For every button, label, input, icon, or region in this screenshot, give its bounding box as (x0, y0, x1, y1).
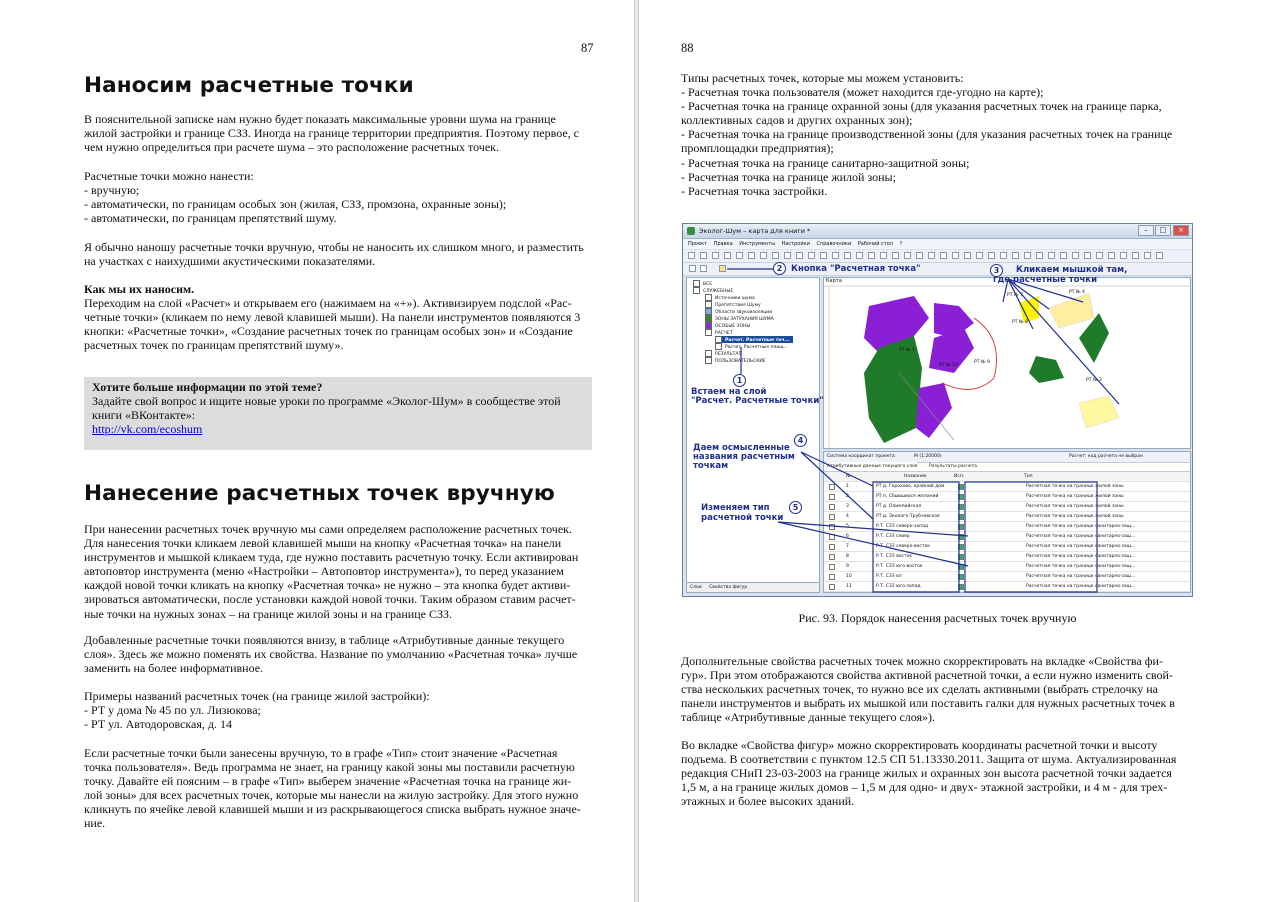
paragraph: При нанесении расчетных точек вручную мы сами определяем расположение расчетных точек. Для нанесения точки кликаем левой клавишей мыши на кнопку «Расчетная точка» на панели инструментов и мышкой кликаем туда, где нужно поставить расчетную точку. Если активирован автоповтор инструмента (меню «Настройки – Автоповтор инструмента»), то перед указанием каждой новой точки кликать на кнопку «Расчетная точка» не нужно – эта кнопка будет активи- зироваться автоматически, после установки каждой новой точки. Таким образом ставим расчет- ные точки на нужных зонах – на границе жилой зоны и на границе СЗЗ. (84, 522, 579, 621)
tab-results[interactable]: Результаты расчета (929, 464, 977, 469)
paragraph: В пояснительной записке нам нужно будет показать максимальные уровни шума на границе жилой застройки и границе СЗЗ. Иногда на границе территории предприятия. Поэтому первое, с чем нужно определиться при расчете шума – это расположение расчетных точек. (84, 112, 580, 155)
toolbar-button-icon[interactable] (1120, 252, 1127, 259)
left-page (0, 0, 634, 902)
cell-name[interactable]: Р.Т. СЗЗ северо-запад (876, 524, 928, 529)
cell-name[interactable]: Р.Т. СЗЗ восток (876, 554, 913, 559)
table-row[interactable] (824, 512, 1190, 522)
map-point-label: РТ № 4 (1069, 290, 1085, 295)
paragraph: Если расчетные точки были занесены вручную, то в графе «Тип» стоит значение «Расчетная точка пользователя». Ведь программа не знает, на границу какой зоны мы поставили расчетную точку. Давайте ей поясним – в графе «Тип» выберем значение «Расчетная точка на границе жи- лой зоны» для всех расчетных точек, которые мы нанесли на жилую застройку. Для этого нужно кликнуть по ячейке левой клавишей мыши и из раскрывающегося списка выбрать нужное значе- ние. (84, 746, 581, 831)
page-number: 87 (581, 41, 594, 55)
use-checkbox[interactable] (958, 494, 964, 500)
toolbar-button-icon[interactable] (1048, 252, 1055, 259)
main-toolbar (683, 250, 1192, 263)
map-point-label: РТ № 9 (974, 360, 990, 365)
paragraph: Примеры названий расчетных точек (на границе жилой застройки): - РТ у дома № 45 по ул. Лизюкова; - РТ ул. Автодоровская, д. 14 (84, 689, 430, 732)
cell-name[interactable]: РТ п. Сбывшихся желаний (876, 494, 939, 499)
toolbar-button-icon[interactable] (1012, 252, 1019, 259)
toolbar-button-icon[interactable] (688, 252, 695, 259)
layer-item[interactable]: Препятствия Шуму (705, 301, 761, 308)
toolbar-button-icon[interactable] (832, 252, 839, 259)
layer-item[interactable]: ПОЛЬЗОВАТЕЛЬСКИЕ (705, 357, 766, 364)
cell-type[interactable]: Расчетная точка на границе санитарно-защ... (1026, 544, 1136, 549)
row-checkbox[interactable] (829, 514, 835, 520)
cell-type[interactable]: Расчетная точка на границе жилой зоны (1026, 504, 1124, 509)
table-row[interactable] (824, 572, 1190, 582)
toolbar-button-icon[interactable] (808, 252, 815, 259)
step-marker: 5 (789, 501, 802, 514)
layer-item[interactable]: Области звукоизоляции (705, 308, 772, 315)
annotation: Даем осмысленные (693, 443, 790, 453)
toolbar-button-icon[interactable] (712, 252, 719, 259)
toolbar-button-icon[interactable] (1024, 252, 1031, 259)
menu-tools[interactable]: Инструменты (739, 241, 776, 247)
use-checkbox[interactable] (958, 564, 964, 570)
cell-type[interactable]: Расчетная точка на границе жилой зоны (1026, 514, 1124, 519)
paragraph: Как мы их наносим. Переходим на слой «Расчет» и открываем его (нажимаем на «+»). Активизируем подслой «Рас- четные точки» (кликаем по нему левой клавишей мыши). На панели инструментов появляются 3 кнопки: «Расчетные точки», «Создание расчетных точек по границам особых зон» и «Создание расчетных точек по границам препятствий шуму». (84, 282, 594, 352)
info-box (84, 377, 592, 450)
toolbar-button-icon[interactable] (904, 252, 911, 259)
use-checkbox[interactable] (958, 524, 964, 530)
use-checkbox[interactable] (958, 514, 964, 520)
map-point-label: РТ № 1 (899, 348, 915, 353)
info-box-line: Задайте свой вопрос и ищите новые уроки по программе «Эколог-Шум» в сообществе этой (92, 394, 561, 408)
map-point-label: РТ № 8 (1012, 320, 1028, 325)
layer-item[interactable]: Источники шума (705, 294, 755, 301)
toolbar-button-icon[interactable] (1108, 252, 1115, 259)
tab-attributes[interactable]: Атрибутивные данные текущего слоя (827, 464, 918, 469)
cell-name[interactable]: РТ д. Горохово, крайний дом (876, 484, 945, 489)
cell-type[interactable]: Расчетная точка на границе санитарно-защ... (1026, 554, 1136, 559)
use-checkbox[interactable] (958, 584, 964, 590)
map-drawing (824, 275, 1190, 448)
paragraph: Расчетные точки можно нанести: - вручную; - автоматически, по границам особых зон (жилая, СЗЗ, промзона, охранные зоны); - автоматически, по границам препятствий шуму. (84, 169, 507, 226)
cell-number[interactable]: 8 (846, 554, 849, 559)
cell-type[interactable]: Расчетная точка на границе жилой зоны (1026, 484, 1124, 489)
toolbar-button-icon[interactable] (868, 252, 875, 259)
annotation: точкам (693, 461, 729, 471)
cell-number[interactable]: 1 (846, 484, 849, 489)
annotation: Кнопка "Расчетная точка" (791, 264, 921, 274)
section-heading: Наносим расчетные точки (84, 73, 414, 98)
toolbar-button-icon[interactable] (724, 252, 731, 259)
layer-item[interactable]: ЗОНЫ ЗАТУХАНИЯ ШУМА (705, 315, 774, 322)
table-row[interactable] (824, 552, 1190, 562)
map-point-label: РТ № 10 (939, 363, 958, 368)
annotation: Встаем на слой (691, 387, 767, 397)
toolbar-button-icon[interactable] (952, 252, 959, 259)
close-icon[interactable]: × (1173, 225, 1189, 236)
map-label: Карта (826, 278, 842, 284)
toolbar-button-icon[interactable] (1096, 252, 1103, 259)
cell-number[interactable]: 2 (846, 494, 849, 499)
toolbar-button-icon[interactable] (1132, 252, 1139, 259)
paragraph: Дополнительные свойства расчетных точек можно скорректировать на вкладке «Свойства фи- гур». При этом отображаются свойства активной расчетной точки, а если нужно изменить свой- ства нескольких расчетных точек, то нужно все их сделать активными (выбрать стрелочку на панели инструментов и выбрать их мышкой или поставить галки для нужных расчетных точек в таблице «Атрибутивные данные текущего слоя»). (681, 654, 1175, 725)
use-checkbox[interactable] (958, 504, 964, 510)
tool-icon[interactable] (700, 265, 707, 272)
table-row[interactable] (824, 482, 1190, 492)
use-checkbox[interactable] (958, 484, 964, 490)
cell-type[interactable]: Расчетная точка на границе санитарно-защ... (1026, 564, 1136, 569)
annotation: расчетной точки (701, 513, 784, 523)
cell-number[interactable]: 4 (846, 514, 849, 519)
scale-select[interactable]: М (1:20000) (914, 454, 942, 459)
table-row[interactable] (824, 502, 1190, 512)
annotation: Изменяем тип (701, 503, 770, 513)
menu-project[interactable]: Проект (688, 241, 708, 247)
row-checkbox[interactable] (829, 584, 835, 590)
menu-bar (683, 239, 1192, 249)
col-header: Исп. (954, 474, 965, 479)
annotation: "Расчет. Расчетные точки" (691, 396, 824, 406)
menu-references[interactable]: Справочники (816, 241, 852, 247)
table-row[interactable] (824, 532, 1190, 542)
layer-item[interactable]: СЛУЖЕБНЫЕ (693, 287, 733, 294)
row-checkbox[interactable] (829, 554, 835, 560)
paragraph: Во вкладке «Свойства фигур» можно скорректировать координаты расчетной точки и высоту подъема. В соответствии с пунктом 12.5 СП 51.13330.2011. Защита от шума. Актуализированная редакция СНиП 23-03-2003 на границе жилых и охранных зон высота расчетной точки задается 1,5 м, а на границе жилых домов – 1,5 м для одно- и двух- этажной застройки, и 4 м - для трех- этажных и более высоких зданий. (681, 738, 1177, 809)
calc-point-button-icon[interactable] (719, 265, 726, 272)
annotation: где расчетные точки (993, 275, 1098, 285)
col-header: Тип (1024, 474, 1033, 479)
row-checkbox[interactable] (829, 504, 835, 510)
toolbar-button-icon[interactable] (1156, 252, 1163, 259)
figure-caption: Рис. 93. Порядок нанесения расчетных точек вручную (798, 611, 1077, 625)
toolbar-button-icon[interactable] (964, 252, 971, 259)
tab-layers[interactable]: Слои (690, 585, 702, 590)
toolbar-button-icon[interactable] (820, 252, 827, 259)
toolbar-button-icon[interactable] (856, 252, 863, 259)
use-checkbox[interactable] (958, 534, 964, 540)
paragraph: Добавленные расчетные точки появляются внизу, в таблице «Атрибутивные данные текущего слоя». Здесь же можно поменять их свойства. Название по умолчанию «Расчетная точка» лучше заменить на более информативное. (84, 633, 578, 676)
cell-type[interactable]: Расчетная точка на границе санитарно-защ... (1026, 524, 1136, 529)
layer-item[interactable]: РЕЗУЛЬТАТ (705, 350, 741, 357)
cell-name[interactable]: Р.Т. СЗЗ юго-восток (876, 564, 923, 569)
annotation: Кликаем мышкой там, (1016, 265, 1128, 275)
row-checkbox[interactable] (829, 534, 835, 540)
step-marker: 3 (990, 264, 1003, 277)
maximize-icon[interactable]: □ (1155, 225, 1171, 236)
toolbar-button-icon[interactable] (928, 252, 935, 259)
map-point-label: РТ № 3 (1086, 378, 1102, 383)
toolbar-button-icon[interactable] (940, 252, 947, 259)
step-marker: 4 (794, 434, 807, 447)
toolbar-button-icon[interactable] (1060, 252, 1067, 259)
layer-item[interactable]: ВСЕ (693, 280, 712, 287)
cell-name[interactable]: РТ д. Эколого-Трубчевская (876, 514, 940, 519)
row-checkbox[interactable] (829, 524, 835, 530)
paragraph-title: Как мы их наносим. (84, 282, 195, 296)
toolbar-button-icon[interactable] (1144, 252, 1151, 259)
attributes-panel (823, 451, 1191, 593)
window-title: Эколог-Шум – карта для книги * (699, 227, 811, 235)
step-marker: 1 (733, 374, 746, 387)
menu-desktop[interactable]: Рабочий стол (857, 241, 893, 247)
info-box-line: книги «ВКонтакте»: (92, 408, 196, 422)
row-checkbox[interactable] (829, 574, 835, 580)
toolbar-button-icon[interactable] (988, 252, 995, 259)
paragraph: Я обычно наношу расчетные точки вручную, чтобы не наносить их слишком много, и разместить на участках с наихудшими акустическими показателями. (84, 240, 584, 269)
cell-name[interactable]: РТ д. Олимпийская (876, 504, 922, 509)
map-view[interactable] (823, 277, 1191, 449)
table-header (824, 472, 1190, 482)
toolbar-button-icon[interactable] (796, 252, 803, 259)
cell-number[interactable]: 10 (846, 574, 852, 579)
cell-type[interactable]: Расчетная точка на границе санитарно-защ... (1026, 534, 1136, 539)
toolbar-button-icon[interactable] (892, 252, 899, 259)
row-checkbox[interactable] (829, 564, 835, 570)
cell-type[interactable]: Расчетная точка на границе жилой зоны (1026, 494, 1124, 499)
toolbar-button-icon[interactable] (736, 252, 743, 259)
toolbar-button-icon[interactable] (700, 252, 707, 259)
minimize-icon[interactable]: – (1138, 225, 1154, 236)
cell-number[interactable]: 9 (846, 564, 849, 569)
cell-name[interactable]: Р.Т. СЗЗ юго-запад (876, 584, 921, 589)
menu-help[interactable]: ? (899, 241, 903, 247)
cell-name[interactable]: Р.Т. СЗЗ юг (876, 574, 903, 579)
coord-system-select[interactable]: Система координат проекта (827, 454, 895, 459)
layer-item[interactable]: Расчет. Расчетные площ... (715, 343, 788, 350)
toolbar-button-icon[interactable] (976, 252, 983, 259)
toolbar-button-icon[interactable] (1000, 252, 1007, 259)
left-tabs (687, 582, 819, 592)
menu-settings[interactable]: Настройки (781, 241, 810, 247)
row-checkbox[interactable] (829, 484, 835, 490)
use-checkbox[interactable] (958, 554, 964, 560)
use-checkbox[interactable] (958, 544, 964, 550)
table-row[interactable] (824, 492, 1190, 502)
toolbar-button-icon[interactable] (1084, 252, 1091, 259)
layer-item[interactable]: РАСЧЕТ (705, 329, 733, 336)
row-checkbox[interactable] (829, 544, 835, 550)
app-icon (687, 227, 695, 235)
section-heading: Нанесение расчетных точек вручную (84, 481, 555, 506)
toolbar-button-icon[interactable] (916, 252, 923, 259)
toolbar-button-icon[interactable] (760, 252, 767, 259)
step-marker: 2 (773, 262, 786, 275)
cell-name[interactable]: Р.Т. СЗЗ север (876, 534, 910, 539)
cell-number[interactable]: 3 (846, 504, 849, 509)
calc-code-select[interactable]: Расчет: код расчета не выбран (1069, 454, 1143, 459)
use-checkbox[interactable] (958, 574, 964, 580)
tab-row (824, 462, 1190, 472)
types-list: Типы расчетных точек, которые мы можем установить: - Расчетная точка пользователя (может находится где-угодно на карте); - Расчетная точка на границе охранной зоны (для указания расчетных точек на границе парка, коллективных садов и других охранных зон); - Расчетная точка на границе производственной зоны (для указания расчетных точек на границе промплощадки предприятия); - Расчетная точка на границе санитарно-защитной зоны; - Расчетная точка на границе жилой зоны; - Расчетная точка застройки. (681, 71, 1173, 198)
layer-item[interactable]: ОСОБЫЕ ЗОНЫ (705, 322, 750, 329)
toolbar-button-icon[interactable] (880, 252, 887, 259)
toolbar-button-icon[interactable] (1036, 252, 1043, 259)
figure-screenshot (682, 223, 1193, 597)
cell-type[interactable]: Расчетная точка на границе санитарно-защ... (1026, 574, 1136, 579)
window-titlebar (683, 224, 1192, 239)
tool-icon[interactable] (689, 265, 696, 272)
table-row[interactable] (824, 582, 1190, 592)
toolbar-button-icon[interactable] (772, 252, 779, 259)
cell-name[interactable]: Р.Т. СЗЗ северо-восток (876, 544, 930, 549)
toolbar-button-icon[interactable] (748, 252, 755, 259)
cell-number[interactable]: 11 (846, 584, 852, 589)
map-point-label: РТ № 7 (1007, 293, 1023, 298)
layer-item-active[interactable]: Расчет. Расчетные точ... (715, 336, 793, 343)
info-box-title: Хотите больше информации по этой теме? (92, 380, 323, 394)
toolbar-button-icon[interactable] (844, 252, 851, 259)
vk-link[interactable]: http://vk.com/ecoshum (92, 422, 203, 436)
cell-number[interactable]: 7 (846, 544, 849, 549)
col-header: № (846, 474, 851, 479)
tab-shape-properties[interactable]: Свойства фигур (709, 585, 748, 590)
table-row[interactable] (824, 522, 1190, 532)
page-number: 88 (681, 41, 694, 55)
menu-edit[interactable]: Правка (713, 241, 733, 247)
annotation: названия расчетным (693, 452, 795, 462)
cell-number[interactable]: 5 (846, 524, 849, 529)
table-row[interactable] (824, 542, 1190, 552)
col-header: Название (904, 474, 927, 479)
table-row[interactable] (824, 562, 1190, 572)
toolbar-button-icon[interactable] (1072, 252, 1079, 259)
cell-type[interactable]: Расчетная точка на границе санитарно-защ... (1026, 584, 1136, 589)
row-checkbox[interactable] (829, 494, 835, 500)
toolbar-button-icon[interactable] (784, 252, 791, 259)
cell-number[interactable]: 6 (846, 534, 849, 539)
